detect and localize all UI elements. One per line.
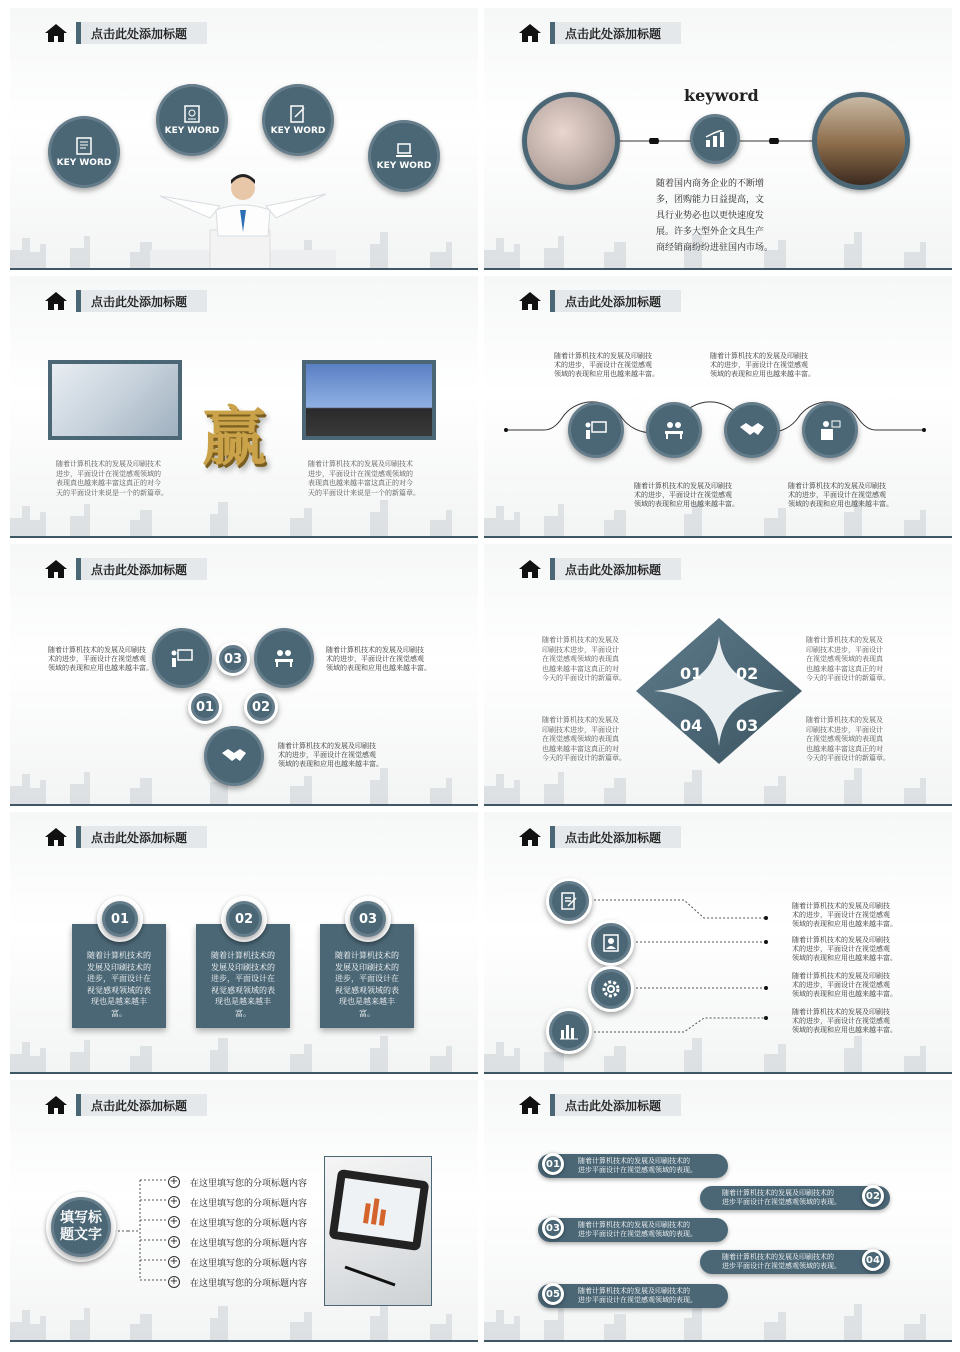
slide-header: [518, 22, 681, 44]
bar-chart-icon-circle: [546, 1008, 592, 1054]
list-item[interactable]: + 在这里填写您的分项标题内容: [169, 1176, 308, 1189]
growth-chart-icon: [704, 130, 726, 148]
number-badge-01: 01: [188, 690, 222, 724]
meeting-icon: [662, 420, 686, 440]
home-icon: [44, 291, 68, 311]
slide-title[interactable]: 点击此处添加标题: [91, 294, 188, 309]
photo-circle-left: [522, 92, 620, 190]
text-block-4: 随着计算机技术的发展及印刷技 术的进步，平面设计在视觉感观 领域的表现和应用也越来越丰富。: [792, 1008, 897, 1034]
center-title-circle: 填写标 题文字: [51, 1197, 111, 1257]
win-character-graphic: 赢: [202, 400, 266, 475]
keyword-label-4: KEY WORD: [376, 160, 432, 171]
home-icon: [518, 291, 542, 311]
id-card-icon: [602, 933, 620, 953]
tablet-icon: [325, 1157, 432, 1306]
text-block-3: 随着计算机技术的发展及印刷技 术的进步，平面设计在视觉感观 领域的表现和应用也越来越丰富。: [792, 972, 897, 998]
text-block-left: 随着计算机技术的发展及印刷技术 进步，平面设计在视觉感观领域的 表现真也越来越丰富这真正的对今 天的平面设计来说是一个的新篇章。: [56, 460, 168, 497]
plus-circle-icon: +: [169, 1236, 179, 1247]
slide-header: [518, 826, 681, 848]
timeline-item-3: 随着计算机技术的发展及印刷技术的 进步平面设计在视觉感观领域的表现。: [538, 1218, 728, 1242]
text-block-3: 随着计算机技术的发展及印刷技 术的进步，平面设计在视觉感观 领域的表现和应用也越来越丰富。: [634, 482, 739, 508]
timeline-item-5: 随着计算机技术的发展及印刷技术的 进步平面设计在视觉感观领域的表现。: [538, 1284, 728, 1308]
plus-circle-icon: +: [169, 1276, 179, 1287]
slide-7[interactable]: [10, 812, 478, 1074]
text-block-bottom-left: 随着计算机技术的发展及 印刷技术进步，平面设计 在视觉感观领域的表现真 也越来越丰富这真正的对 今天的平面设计的新篇章。: [542, 716, 626, 762]
contract-icon: [184, 105, 200, 123]
text-block-1: 随着计算机技术的发展及印刷技 术的进步，平面设计在视觉感观 领域的表现和应用也越来越丰富。: [792, 902, 897, 928]
slide-header: [518, 290, 681, 312]
text-block-bottom: 随着计算机技术的发展及印刷技 术的进步，平面设计在视觉感观 领域的表现和应用也越来越丰富。: [278, 742, 383, 768]
text-block-2: 随着计算机技术的发展及印刷技 术的进步，平面设计在视觉感观 领域的表现和应用也越来越丰富。: [710, 352, 815, 378]
presentation-icon: [169, 648, 195, 668]
keyword-label-3: KEY WORD: [270, 125, 326, 136]
meeting-icon: [271, 648, 297, 668]
card-number-02: 02: [226, 901, 262, 937]
home-icon: [518, 1095, 542, 1115]
quadrant-number-03: 03: [736, 716, 759, 735]
keyword-label-2: KEY WORD: [164, 125, 220, 136]
card-2: 随着计算机技术的 发展及印刷技术的 进步，平面设计在 视觉感观领域的表 现也是越来越丰富。: [196, 924, 290, 1028]
text-block-1: 随着计算机技术的发展及印刷技 术的进步，平面设计在视觉感观 领域的表现和应用也越来越丰富。: [554, 352, 659, 378]
slide-title[interactable]: 点击此处添加标题: [91, 562, 188, 577]
home-icon: [44, 559, 68, 579]
quadrant-number-04: 04: [680, 716, 703, 735]
slide-header: [44, 558, 207, 580]
presentation-icon-circle: [568, 402, 624, 458]
text-block-top-left: 随着计算机技术的发展及 印刷技术进步，平面设计 在视觉感观领域的表现真 也越来越丰富这真正的对 今天的平面设计的新篇章。: [542, 636, 626, 682]
presenter-illustration: [150, 166, 336, 270]
quadrant-number-01: 01: [680, 664, 703, 683]
keyword-circle-1: [48, 116, 120, 188]
slide-6[interactable]: [484, 544, 952, 806]
gear-icon: [600, 978, 622, 1000]
keyword-circle-4: [368, 120, 440, 192]
quadrant-number-02: 02: [736, 664, 759, 683]
list-item[interactable]: + 在这里填写您的分项标题内容: [169, 1216, 308, 1229]
slide-title[interactable]: 点击此处添加标题: [91, 1098, 188, 1113]
number-badge-03: 03: [216, 642, 250, 676]
dotted-connectors: [564, 882, 774, 1052]
text-block-top-right: 随着计算机技术的发展及 印刷技术进步，平面设计 在视觉感观领域的表现真 也越来越丰富这真正的对 今天的平面设计的新篇章。: [806, 636, 890, 682]
photo-documents: [48, 360, 182, 440]
timeline-number-05: 05: [542, 1283, 564, 1305]
plus-circle-icon: +: [169, 1256, 179, 1267]
text-block-left: 随着计算机技术的发展及印刷技 术的进步，平面设计在视觉感观 领域的表现和应用也越来越丰富。: [48, 646, 153, 672]
slide-title[interactable]: 点击此处添加标题: [565, 26, 662, 41]
gear-icon-circle: [588, 966, 634, 1012]
timeline-number-04: 04: [862, 1249, 884, 1271]
city-skyline-decoration: [484, 766, 952, 804]
speaker-podium-icon: [818, 419, 842, 441]
timeline-number-02: 02: [862, 1185, 884, 1207]
card-number-01: 01: [102, 901, 138, 937]
slide-8[interactable]: [484, 812, 952, 1074]
handshake-icon: [739, 421, 765, 439]
slide-4[interactable]: [484, 276, 952, 538]
list-item[interactable]: + 在这里填写您的分项标题内容: [169, 1196, 308, 1209]
growth-chart-icon-circle: [690, 114, 740, 164]
city-skyline-decoration: [10, 498, 478, 536]
slide-1[interactable]: [10, 8, 478, 270]
plus-circle-icon: +: [169, 1176, 179, 1187]
slide-title[interactable]: 点击此处添加标题: [565, 294, 662, 309]
keyword-heading: keyword: [684, 86, 759, 105]
plus-circle-icon: +: [169, 1196, 179, 1207]
slide-header: [518, 1094, 681, 1116]
bar-chart-icon: [559, 1022, 579, 1040]
home-icon: [518, 559, 542, 579]
document-icon: [76, 137, 92, 155]
timeline-item-2: 随着计算机技术的发展及印刷技术的 进步平面设计在视觉感观领域的表现。: [700, 1186, 890, 1210]
presentation-icon-circle: [152, 628, 212, 688]
handshake-icon-circle: [204, 726, 264, 786]
slide-header: [44, 826, 207, 848]
keyword-circle-3: [262, 84, 334, 156]
presentation-icon: [584, 420, 608, 440]
slide-title[interactable]: 点击此处添加标题: [565, 1098, 662, 1113]
slide-header: [518, 558, 681, 580]
handshake-icon: [221, 747, 247, 765]
card-3: 随着计算机技术的 发展及印刷技术的 进步，平面设计在 视觉感观领域的表 现也是越来越丰富。: [320, 924, 414, 1028]
slide-header: [44, 1094, 207, 1116]
city-skyline-decoration: [10, 1302, 478, 1340]
list-item[interactable]: + 在这里填写您的分项标题内容: [169, 1236, 308, 1249]
home-icon: [44, 1095, 68, 1115]
keyword-label-1: KEY WORD: [56, 157, 112, 168]
number-badge-02: 02: [244, 690, 278, 724]
handshake-icon-circle: [724, 402, 780, 458]
pen-paper-icon: [290, 105, 306, 123]
home-icon: [518, 23, 542, 43]
document-edit-icon: [560, 891, 578, 911]
speaker-icon-circle: [802, 402, 858, 458]
timeline-item-1: 随着计算机技术的发展及印刷技术的 进步平面设计在视觉感观领域的表现。: [538, 1154, 728, 1178]
timeline-number-01: 01: [542, 1153, 564, 1175]
slide-title[interactable]: 点击此处添加标题: [91, 830, 188, 845]
slide-title[interactable]: 点击此处添加标题: [565, 830, 662, 845]
text-block-bottom-right: 随着计算机技术的发展及 印刷技术进步，平面设计 在视觉感观领域的表现真 也越来越丰富这真正的对 今天的平面设计的新篇章。: [806, 716, 890, 762]
keyword-paragraph: 随着国内商务企业的不断增 多，团购能力日益提高，文 具行业势必也以更快速度发 展。许多大型外企文具生产 商经销商纷纷进驻国内市场。: [656, 179, 774, 253]
photo-circle-right: [812, 92, 910, 190]
photo-business-team: [302, 360, 436, 440]
slide-10[interactable]: [484, 1080, 952, 1342]
slide-header: [44, 290, 207, 312]
diamond-graphic: [634, 616, 804, 766]
meeting-icon-circle: [254, 628, 314, 688]
id-card-icon-circle: [588, 920, 634, 966]
list-item[interactable]: + 在这里填写您的分项标题内容: [169, 1256, 308, 1269]
slide-9[interactable]: [10, 1080, 478, 1342]
tablet-report-photo: [324, 1156, 432, 1306]
laptop-icon: [395, 142, 413, 158]
meeting-icon-circle: [646, 402, 702, 458]
item-list: [168, 1172, 307, 1292]
home-icon: [518, 827, 542, 847]
bracket-connectors: [106, 1178, 176, 1284]
slide-5[interactable]: [10, 544, 478, 806]
document-edit-icon-circle: [546, 878, 592, 924]
text-block-4: 随着计算机技术的发展及印刷技 术的进步，平面设计在视觉感观 领域的表现和应用也越来越丰富。: [788, 482, 893, 508]
city-skyline-decoration: [10, 1034, 478, 1072]
text-block-right: 随着计算机技术的发展及印刷技 术的进步，平面设计在视觉感观 领域的表现和应用也越来越丰富。: [326, 646, 431, 672]
text-block-2: 随着计算机技术的发展及印刷技 术的进步，平面设计在视觉感观 领域的表现和应用也越来越丰富。: [792, 936, 897, 962]
keyword-circle-2: [156, 84, 228, 156]
list-item[interactable]: + 在这里填写您的分项标题内容: [169, 1276, 308, 1289]
timeline-number-03: 03: [542, 1217, 564, 1239]
slide-2[interactable]: [484, 8, 952, 270]
timeline-item-4: 随着计算机技术的发展及印刷技术的 进步平面设计在视觉感观领域的表现。: [700, 1250, 890, 1274]
slide-header: [44, 22, 207, 44]
home-icon: [44, 827, 68, 847]
slide-title[interactable]: 点击此处添加标题: [565, 562, 662, 577]
plus-circle-icon: +: [169, 1216, 179, 1227]
home-icon: [44, 23, 68, 43]
card-1: 随着计算机技术的 发展及印刷技术的 进步，平面设计在 视觉感观领域的表 现也是越来越丰富。: [72, 924, 166, 1028]
slide-3[interactable]: [10, 276, 478, 538]
card-number-03: 03: [350, 901, 386, 937]
text-block-right: 随着计算机技术的发展及印刷技术 进步，平面设计在视觉感观领域的 表现真也越来越丰富这真正的对今 天的平面设计来说是一个的新篇章。: [308, 460, 420, 497]
slide-title[interactable]: 点击此处添加标题: [91, 26, 188, 41]
